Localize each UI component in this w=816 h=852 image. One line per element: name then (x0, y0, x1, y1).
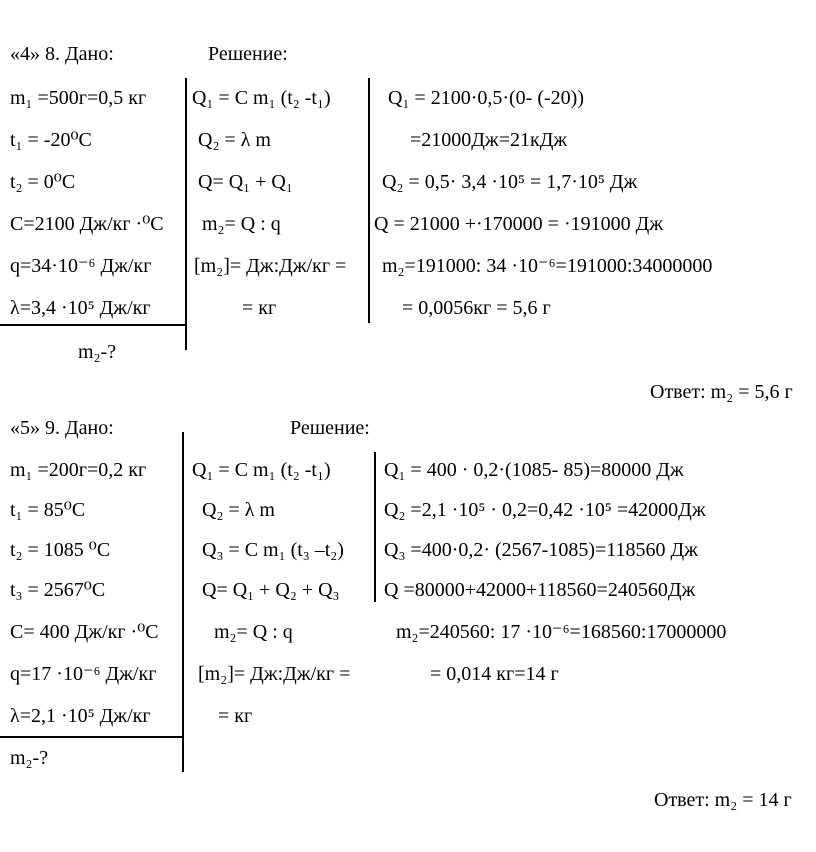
given-line: С=2100 Дж/кг ·⁰С (10, 213, 164, 235)
given-line: q=34·10⁻⁶ Дж/кг (10, 255, 152, 277)
given-divider (182, 432, 184, 772)
problem-4-title: «4» 8. Дано: (10, 43, 114, 65)
calc-line: Q₁ = 400 · 0,2·(1085- 85)=80000 Дж (384, 459, 684, 481)
solution-divider (374, 452, 376, 602)
calc-line: = 0,0056кг = 5,6 г (402, 297, 551, 319)
formula-line: m₂= Q : q (214, 621, 293, 643)
given-line: t₃ = 2567⁰С (10, 579, 106, 601)
given-line: m₁ =500г=0,5 кг (10, 87, 147, 109)
calc-line: Q₂ = 0,5· 3,4 ·10⁵ = 1,7·10⁵ Дж (382, 171, 638, 193)
given-line: t₁ = 85⁰С (10, 499, 86, 521)
calc-line: Q₁ = 2100·0,5·(0- (-20)) (388, 87, 584, 109)
formula-line: Q₂ = λ m (198, 129, 271, 151)
formula-line: Q₁ = С m₁ (t₂ -t₁) (192, 87, 331, 109)
given-line: m₁ =200г=0,2 кг (10, 459, 147, 481)
formula-line: Q₁ = С m₁ (t₂ -t₁) (192, 459, 331, 481)
calc-line: =21000Дж=21кДж (410, 129, 568, 151)
formula-line: m₂= Q : q (202, 213, 281, 235)
calc-line: Q₃ =400·0,2· (2567-1085)=118560 Дж (384, 539, 698, 561)
given-line: t₂ = 1085 ⁰С (10, 539, 111, 561)
calc-line: m₂=240560: 17 ·10⁻⁶=168560:17000000 (396, 621, 727, 643)
answer: Ответ: m₂ = 14 г (654, 789, 792, 811)
calc-line: = 0,014 кг=14 г (430, 663, 559, 685)
formula-line: [m₂]= Дж:Дж/кг = (194, 255, 347, 277)
given-line: q=17 ·10⁻⁶ Дж/кг (10, 663, 157, 685)
formula-line: Q₃ = С m₁ (t₃ –t₂) (202, 539, 344, 561)
formula-line: = кг (242, 297, 277, 319)
find-line: m₂-? (78, 341, 117, 363)
given-line: С= 400 Дж/кг ·⁰С (10, 621, 159, 643)
formula-line: Q= Q₁ + Q₁ (198, 171, 293, 193)
problem-5-title: «5» 9. Дано: (10, 417, 114, 439)
find-line: m₂-? (10, 747, 49, 769)
given-line: λ=2,1 ·10⁵ Дж/кг (10, 705, 151, 727)
find-divider (0, 736, 183, 738)
solution-divider (368, 78, 370, 323)
given-divider (185, 78, 187, 350)
formula-line: Q₂ = λ m (202, 499, 275, 521)
find-divider (0, 324, 186, 326)
given-line: t₁ = -20⁰С (10, 129, 92, 151)
problem-5-solution-label: Решение: (290, 417, 370, 439)
calc-line: Q₂ =2,1 ·10⁵ · 0,2=0,42 ·10⁵ =42000Дж (384, 499, 706, 521)
given-line: t₂ = 0⁰С (10, 171, 76, 193)
formula-line: [m₂]= Дж:Дж/кг = (198, 663, 351, 685)
given-line: λ=3,4 ·10⁵ Дж/кг (10, 297, 151, 319)
calc-line: m₂=191000: 34 ·10⁻⁶=191000:34000000 (382, 255, 713, 277)
calc-line: Q =80000+42000+118560=240560Дж (384, 579, 696, 601)
calc-line: Q = 21000 +·170000 = ·191000 Дж (374, 213, 664, 235)
problem-4-solution-label: Решение: (208, 43, 288, 65)
formula-line: Q= Q₁ + Q₂ + Q₃ (202, 579, 340, 601)
formula-line: = кг (218, 705, 253, 727)
answer: Ответ: m₂ = 5,6 г (650, 381, 793, 403)
